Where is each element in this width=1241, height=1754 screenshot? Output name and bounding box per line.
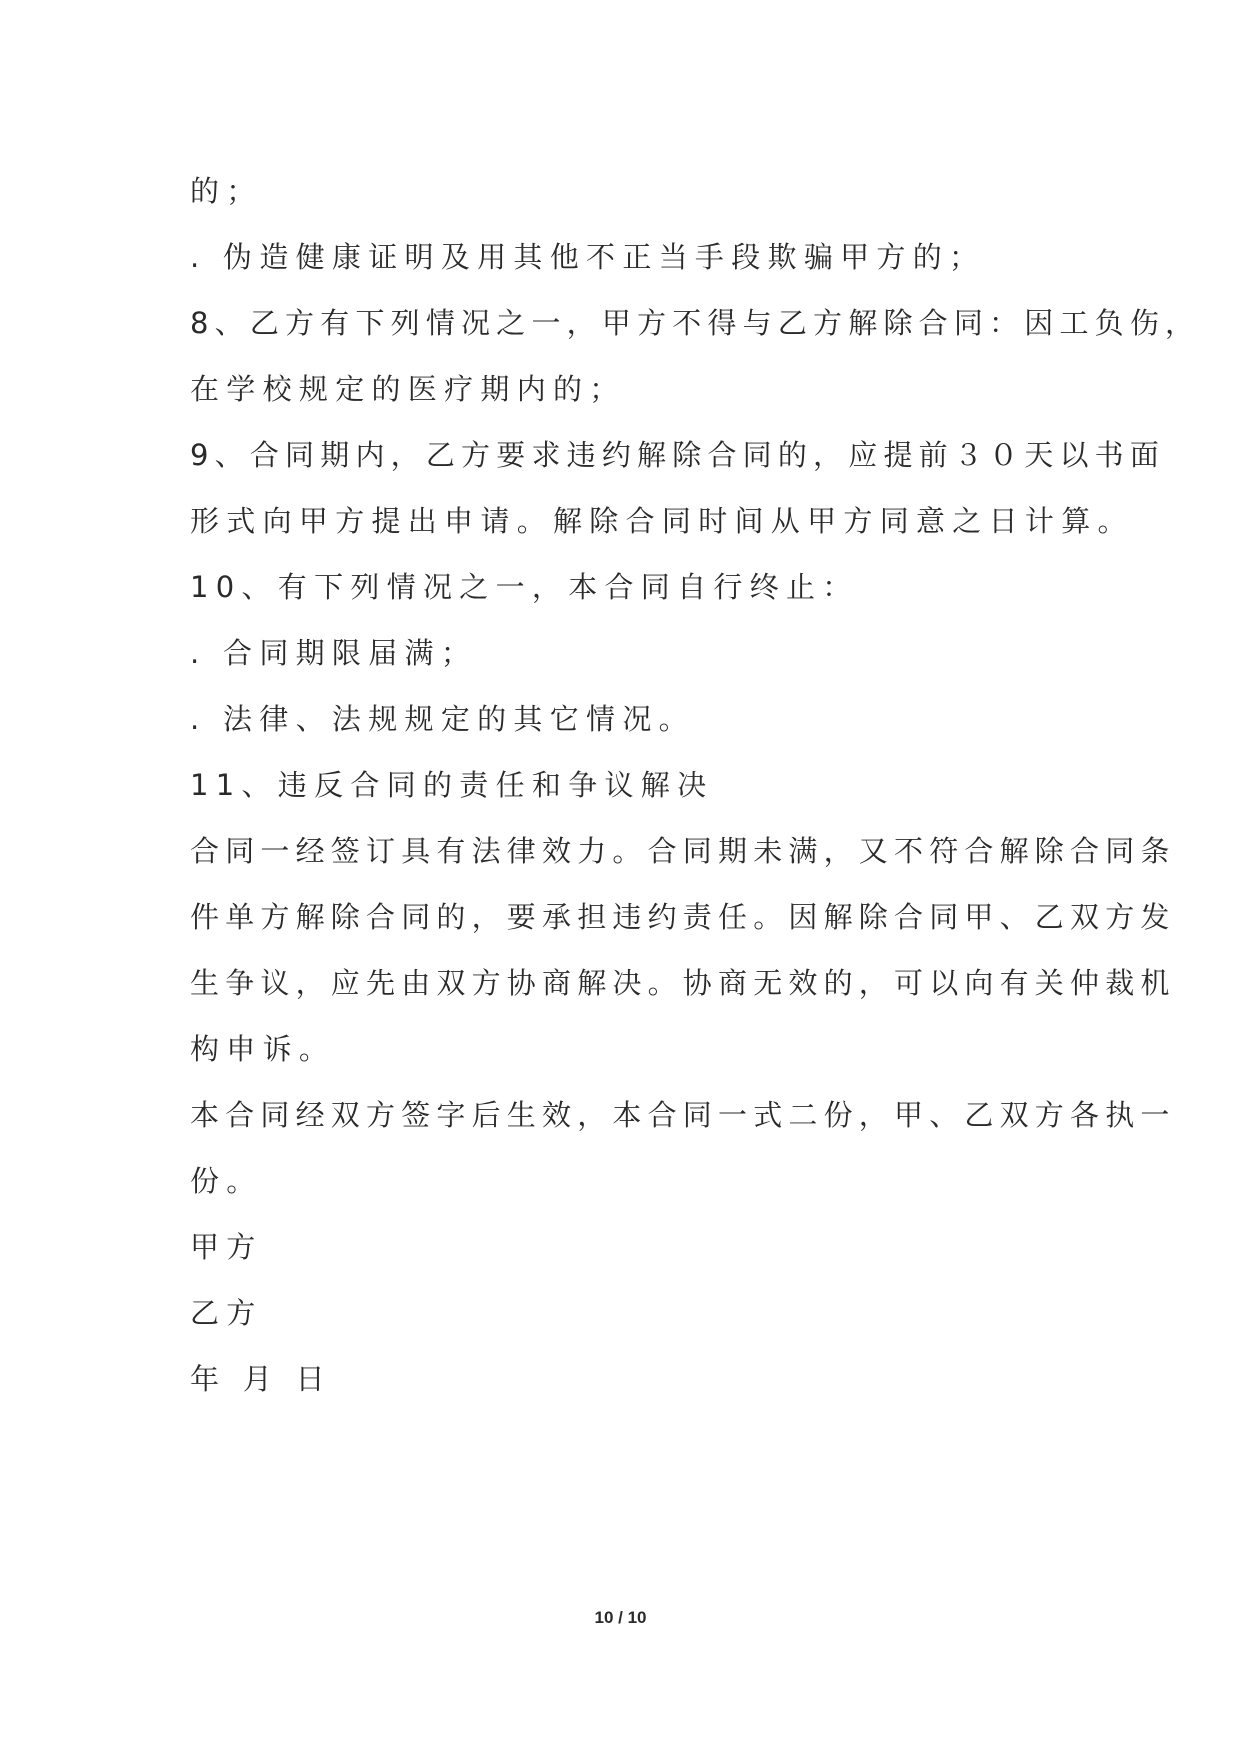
text-line: 形式向甲方提出申请。解除合同时间从甲方同意之日计算。 (190, 504, 1134, 538)
text-line: 生争议，应先由双方协商解决。协商无效的，可以向有关仲裁机 (190, 966, 1176, 1000)
text-line: 合同一经签订具有法律效力。合同期未满，又不符合解除合同条 (190, 834, 1176, 868)
text-line: . 合同期限届满； (190, 636, 478, 670)
signature-party-b-label: 乙方 (190, 1296, 263, 1330)
signature-party-a-label: 甲方 (190, 1230, 263, 1264)
text-line: 8、乙方有下列情况之一，甲方不得与乙方解除合同：因工负伤， (190, 306, 1201, 340)
text-line: 11、违反合同的责任和争议解决 (190, 768, 714, 802)
text-line: 本合同经双方签字后生效，本合同一式二份，甲、乙双方各执一 (190, 1098, 1176, 1132)
signature-date-label: 年 月 日 (190, 1362, 332, 1396)
text-line: . 法律、法规规定的其它情况。 (190, 702, 695, 736)
text-line: 件单方解除合同的，要承担违约责任。因解除合同甲、乙双方发 (190, 900, 1176, 934)
text-line: 10、有下列情况之一，本合同自行终止： (190, 570, 859, 604)
text-line: 构申诉。 (190, 1032, 336, 1066)
text-line: 9、合同期内，乙方要求违约解除合同的，应提前３０天以书面 (190, 438, 1166, 472)
document-body (190, 158, 1201, 1412)
text-line: 在学校规定的医疗期内的； (190, 372, 626, 406)
page-number: 10 / 10 (594, 1608, 647, 1627)
text-line: 的； (190, 174, 263, 208)
text-line: 份。 (190, 1164, 263, 1198)
text-line: . 伪造健康证明及用其他不正当手段欺骗甲方的； (190, 240, 986, 274)
